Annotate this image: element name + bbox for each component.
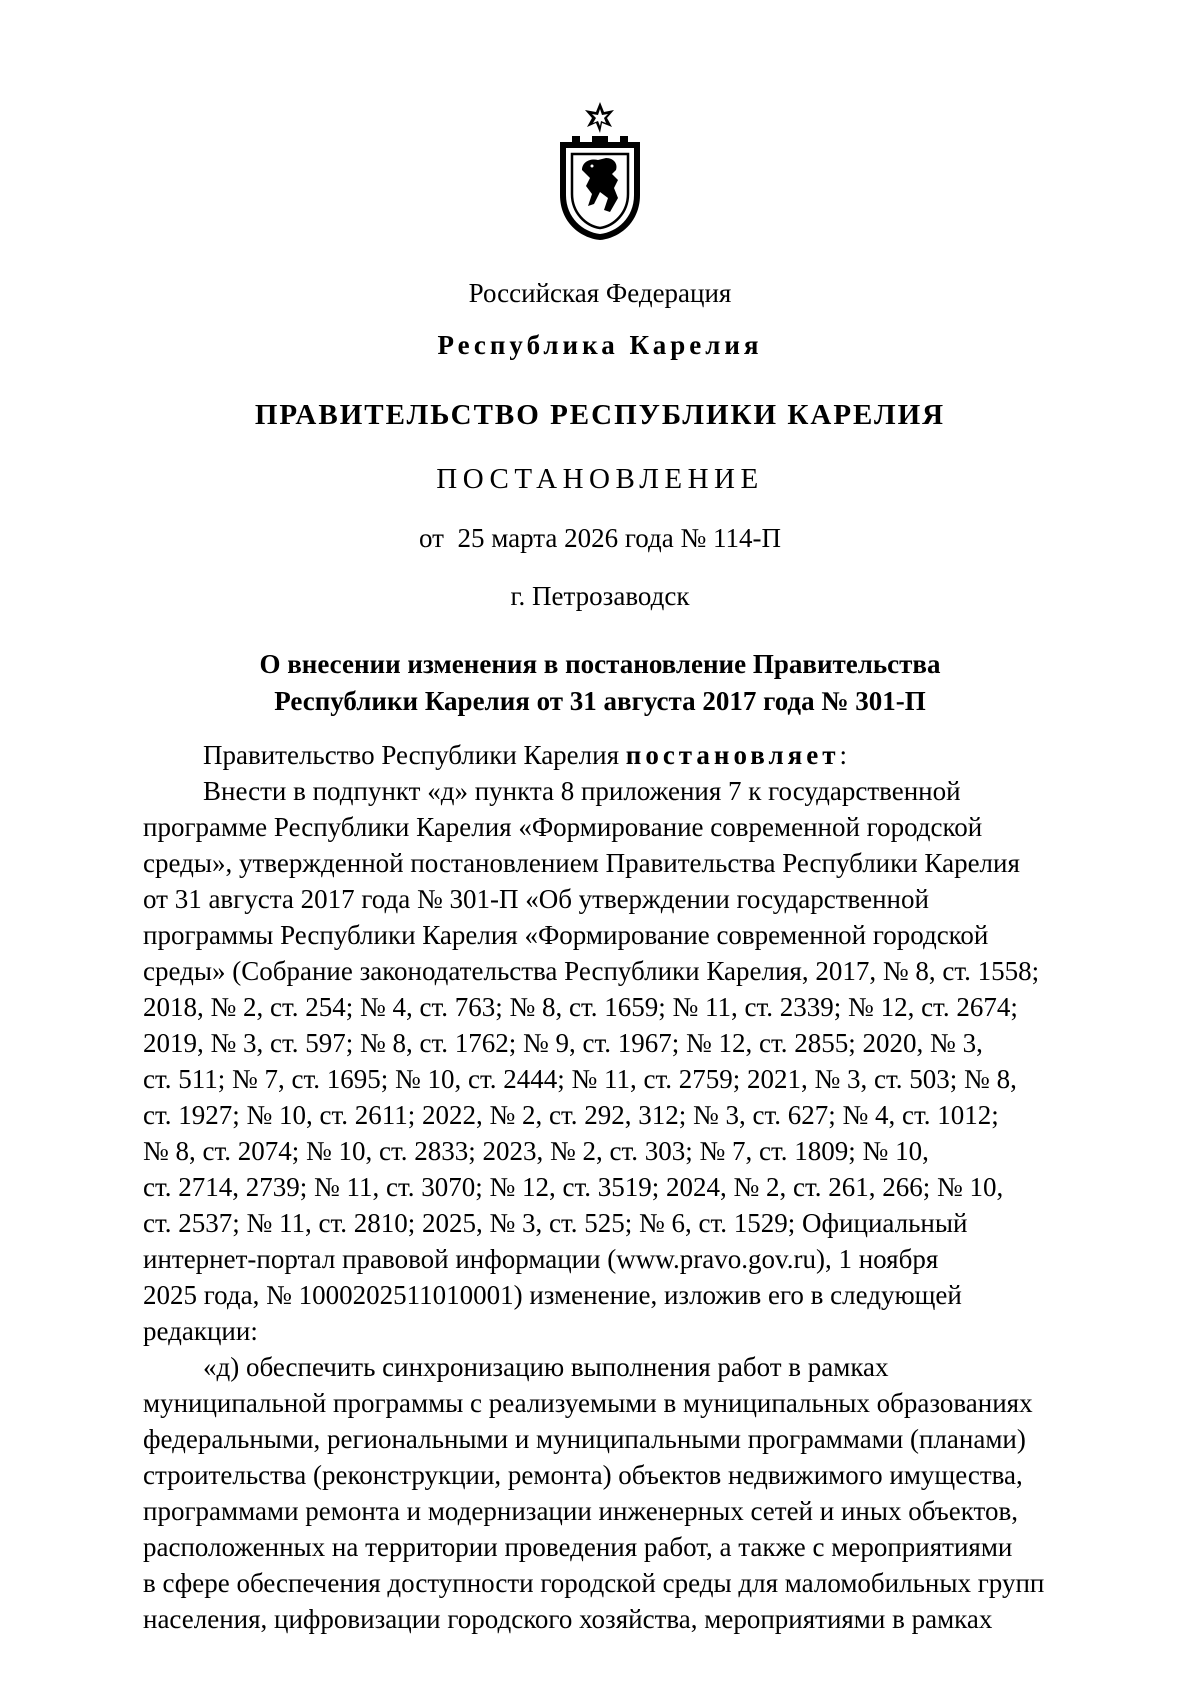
document-body: [143, 737, 1101, 1637]
body-line: ст. 2537; № 11, ст. 2810; 2025, № 3, ст. 525; № 6, ст. 1529; Официальный: [143, 1208, 968, 1238]
document-type: ПОСТАНОВЛЕНИЕ: [436, 463, 764, 495]
body-line: ст. 1927; № 10, ст. 2611; 2022, № 2, ст. 292, 312; № 3, ст. 627; № 4, ст. 1012;: [143, 1100, 999, 1130]
body-line: программами ремонта и модернизации инженерных сетей и иных объектов,: [143, 1496, 1018, 1526]
body-line: программе Республики Карелия «Формирование современной городской: [143, 812, 983, 842]
body-line: муниципальной программы с реализуемыми в муниципальных образованиях: [143, 1388, 1033, 1418]
intro-paragraph: [143, 737, 1101, 773]
body-line: расположенных на территории проведения работ, а также с мероприятиями: [143, 1532, 1013, 1562]
body-line: строительства (реконструкции, ремонта) объектов недвижимого имущества,: [143, 1460, 1023, 1490]
document-title-line-2: Республики Карелия от 31 августа 2017 года № 301-П: [274, 686, 926, 716]
body-line: населения, цифровизации городского хозяйства, мероприятиями в рамках: [143, 1604, 993, 1634]
body-line: среды», утвержденной постановлением Правительства Республики Карелия: [143, 848, 1020, 878]
body-line: 2025 года, № 1000202511010001) изменение, изложив его в следующей: [143, 1280, 962, 1310]
body-line: 2018, № 2, ст. 254; № 4, ст. 763; № 8, ст. 1659; № 11, ст. 2339; № 12, ст. 2674;: [143, 992, 1018, 1022]
republic-name: Республика Карелия: [437, 330, 763, 360]
country-name: Российская Федерация: [468, 278, 732, 308]
body-line: ст. 2714, 2739; № 11, ст. 3070; № 12, ст. 3519; 2024, № 2, ст. 261, 266; № 10,: [143, 1172, 1004, 1202]
intro-suffix: :: [839, 740, 848, 770]
body-line: программы Республики Карелия «Формирование современной городской: [143, 920, 989, 950]
body-line: от 31 августа 2017 года № 301-П «Об утверждении государственной: [143, 884, 929, 914]
body-line: 2019, № 3, ст. 597; № 8, ст. 1762; № 9, ст. 1967; № 12, ст. 2855; 2020, № 3,: [143, 1028, 983, 1058]
body-line: федеральными, региональными и муниципальными программами (планами): [143, 1424, 1026, 1454]
body-line: Внести в подпункт «д» пункта 8 приложения 7 к государственной: [203, 776, 961, 806]
body-line: редакции:: [143, 1316, 258, 1346]
body-line: интернет-портал правовой информации (www.pravo.gov.ru), 1 ноября: [143, 1244, 939, 1274]
body-line: среды» (Собрание законодательства Республики Карелия, 2017, № 8, ст. 1558;: [143, 956, 1040, 986]
karelia-coat-of-arms-icon: [552, 100, 648, 242]
document-city: г. Петрозаводск: [510, 581, 690, 611]
intro-prefix: Правительство Республики Карелия: [203, 740, 626, 770]
intro-keyword: постановляет: [625, 740, 840, 770]
body-line: № 8, ст. 2074; № 10, ст. 2833; 2023, № 2, ст. 303; № 7, ст. 1809; № 10,: [143, 1136, 929, 1166]
body-line: «д) обеспечить синхронизацию выполнения работ в рамках: [203, 1352, 889, 1382]
body-line: ст. 511; № 7, ст. 1695; № 10, ст. 2444; № 11, ст. 2759; 2021, № 3, ст. 503; № 8,: [143, 1064, 1017, 1094]
document-title-line-1: О внесении изменения в постановление Правительства: [259, 649, 941, 679]
body-line: в сфере обеспечения доступности городской среды для маломобильных групп: [143, 1568, 1045, 1598]
government-name: ПРАВИТЕЛЬСТВО РЕСПУБЛИКИ КАРЕЛИЯ: [254, 399, 946, 431]
document-date-number: от 25 марта 2026 года № 114-П: [419, 523, 781, 553]
